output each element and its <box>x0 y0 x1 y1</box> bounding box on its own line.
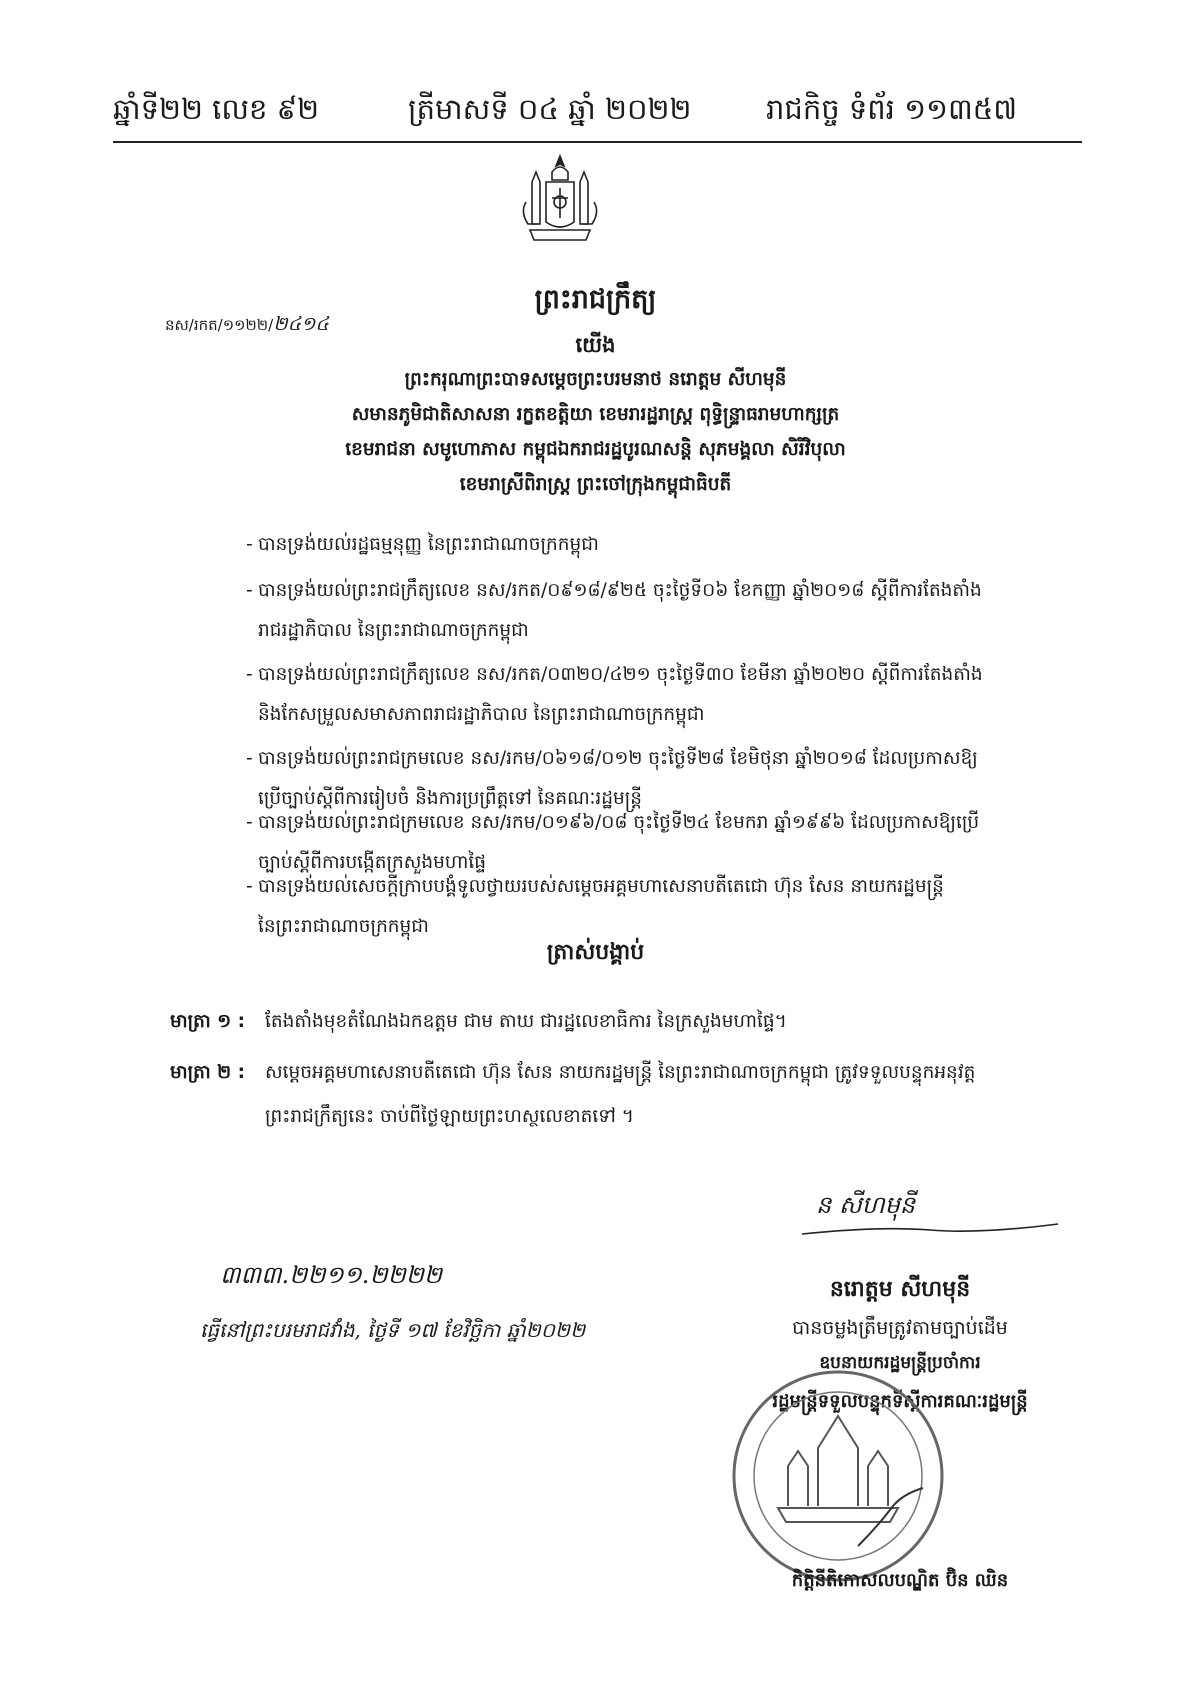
gazette-quarter: ត្រីមាសទី ០៤ ឆ្នាំ ២០២២ <box>408 92 692 126</box>
consideration-item: - បានទ្រង់យល់ព្រះរាជក្រឹត្យលេខ នស/រកត/០៩១៨/៩២៥ ចុះថ្ងៃទី០៦ ខែកញ្ញា ឆ្នាំ២០១៨ ស្តីពីការតែងតាំង រាជរដ្ឋាភិបាល នៃព្រះរាជាណាចក្រកម្ពុជា <box>258 571 1082 651</box>
article-text: តែងតាំងមុខតំណែងឯកឧត្តម ជាម តាឃ ជារដ្ឋលេខាធិការ នៃក្រសួងមហាផ្ទៃ។ <box>265 1011 787 1032</box>
consideration-item: - បានទ្រង់យល់ព្រះរាជក្រឹត្យលេខ នស/រកត/០៣២០/៤២១ ចុះថ្ងៃទី៣០ ខែមីនា ឆ្នាំ២០២០ ស្តីពីការតែងតាំង និងកែសម្រួលសមាសភាពរាជរដ្ឋាភិបាល នៃព្រះរាជាណាចក្រកម្ពុជា <box>258 655 1082 735</box>
article-label: មាត្រា ២ : <box>170 1062 246 1083</box>
consideration-line: បានទ្រង់យល់ព្រះរាជក្រឹត្យលេខ នស/រកត/០៣២០/៤២១ ចុះថ្ងៃទី៣០ ខែមីនា ឆ្នាំ២០២០ ស្តីពីការតែងតាំង <box>258 664 983 685</box>
article-2 <box>170 1053 1082 1093</box>
consideration-item: - បានទ្រង់យល់ព្រះរាជក្រមលេខ នស/រកម/០៦១៨/០១២ ចុះថ្ងៃទី២៨ ខែមិថុនា ឆ្នាំ២០១៨ ដែលប្រកាសឱ្យ ប្រើច្បាប់ស្តីពីការរៀបចំ និងការប្រព្រឹត្តទៅ នៃគណៈរដ្ឋមន្ត្រី <box>258 739 1082 819</box>
consideration-line: បានទ្រង់យល់រដ្ឋធម្មនុញ្ញ នៃព្រះរាជាណាចក្រកម្ពុជា <box>258 534 599 555</box>
royal-coat-of-arms-icon <box>512 152 608 248</box>
consideration-line: បានទ្រង់យល់សេចក្តីក្រាបបង្គំទូលថ្វាយរបស់សម្តេចអគ្គមហាសេនាបតីតេជោ ហ៊ុន សែន នាយករដ្ឋមន្ត្រី <box>258 876 944 897</box>
signature-stroke <box>800 1220 1060 1240</box>
consideration-line: នៃព្រះរាជាណាចក្រកម្ពុជា <box>258 916 429 937</box>
signer-official-name: កិត្តិនីតិកោសលបណ្ឌិត ប៊ិន ឈិន <box>791 1570 1009 1591</box>
consideration-line: បានទ្រង់យល់ព្រះរាជក្រមលេខ នស/រកម/០៦១៨/០១២ ចុះថ្ងៃទី២៨ ខែមិថុនា ឆ្នាំ២០១៨ ដែលប្រកាសឱ្យ <box>258 748 978 769</box>
gazette-year-issue: ឆ្នាំទី២២ លេខ ៩២ <box>113 92 320 126</box>
royal-title-line: ព្រះករុណាព្រះបាទសម្តេចព្រះបរមនាថ នរោត្តម សីហមុនី <box>404 369 787 390</box>
reference-prefix: នស/រកត/១១២២/ <box>165 316 274 334</box>
consideration-line: និងកែសម្រួលសមាសភាពរាជរដ្ឋាភិបាល នៃព្រះរាជាណាចក្រកម្ពុជា <box>258 704 705 725</box>
reference-number: ២៤១៤ <box>273 313 329 335</box>
header-rule <box>113 141 1082 143</box>
royal-signature: ន សីហមុនី <box>816 1191 916 1219</box>
place-date: ធ្វើនៅព្រះបរមរាជវាំង, ថ្ងៃទី ១៧ ខែវិច្ឆិកា ឆ្នាំ២០២២ <box>200 1318 586 1342</box>
article-text: ព្រះរាជក្រឹត្យនេះ ចាប់ពីថ្ងៃឡាយព្រះហស្ថលេខាតទៅ ។ <box>265 1106 634 1127</box>
consideration-item: - បានទ្រង់យល់រដ្ឋធម្មនុញ្ញ នៃព្រះរាជាណាចក្រកម្ពុជា <box>258 525 1082 565</box>
consideration-line: បានទ្រង់យល់ព្រះរាជក្រមលេខ នស/រកម/០១៩៦/០៨ ចុះថ្ងៃទី២៤ ខែមករា ឆ្នាំ១៩៩៦ ដែលប្រកាសឱ្យប្រើ <box>258 812 980 833</box>
royal-title-line: ខេមរាស្រីពិរាស្ត្រ ព្រះចៅក្រុងកម្ពុជាធិបតី <box>459 474 732 495</box>
consideration-line: ច្បាប់ស្តីពីការបង្កើតក្រសួងមហាផ្ទៃ <box>258 852 486 873</box>
gazette-page: រាជកិច្ច ទំព័រ ១១៣៥៧ <box>766 92 1018 126</box>
consideration-item: - បានទ្រង់យល់ព្រះរាជក្រមលេខ នស/រកម/០១៩៦/០៨ ចុះថ្ងៃទី២៤ ខែមករា ឆ្នាំ១៩៩៦ ដែលប្រកាសឱ្យប្រើ ច្បាប់ស្តីពីការបង្កើតក្រសួងមហាផ្ទៃ <box>258 803 1082 883</box>
we-heading: យើង <box>575 333 616 357</box>
article-label: មាត្រា ១ : <box>170 1011 246 1032</box>
consideration-item: - បានទ្រង់យល់សេចក្តីក្រាបបង្គំទូលថ្វាយរបស់សម្តេចអគ្គមហាសេនាបតីតេជោ ហ៊ុន សែន នាយករដ្ឋមន្ត្រី នៃព្រះរាជាណាចក្រកម្ពុជា <box>258 867 1082 947</box>
consideration-line: រាជរដ្ឋាភិបាល នៃព្រះរាជាណាចក្រកម្ពុជា <box>258 620 529 641</box>
official-seal-icon <box>718 1356 958 1596</box>
signer-position: ឧបនាយករដ្ឋមន្ត្រីប្រចាំការ <box>819 1353 981 1373</box>
article-1 <box>170 1002 1082 1042</box>
consideration-line: ប្រើច្បាប់ស្តីពីការរៀបចំ និងការប្រព្រឹត្តទៅ នៃគណៈរដ្ឋមន្ត្រី <box>258 788 642 809</box>
royal-title-line: ខេមរាជនា សមូហោភាស កម្ពុជឯករាជរដ្ឋបូរណសន្តិ សុភមង្គលា សិរីវិបុលា <box>345 439 846 460</box>
article-2-continuation <box>265 1097 1177 1137</box>
signer-ministry: រដ្ឋមន្ត្រីទទួលបន្ទុកទីស្តីការគណៈរដ្ឋមន្ត្រី <box>772 1391 1028 1412</box>
handwritten-date: ៣៣៣.២២១១.២២២២ <box>220 1261 443 1289</box>
royal-title-line: សមានភូមិជាតិសាសនា រក្ខតខត្តិយា ខេមរារដ្ឋរាស្ត្រ ពុទ្ធិន្ទ្រាធរាមហាក្សត្រ <box>351 404 840 425</box>
signer-certification: បានចម្លងត្រឹមត្រូវតាមច្បាប់ដើម <box>792 1317 1008 1339</box>
signer-name: នរោត្តម សីហមុនី <box>829 1277 971 1302</box>
article-text: សម្តេចអគ្គមហាសេនាបតីតេជោ ហ៊ុន សែន នាយករដ្ឋមន្ត្រី នៃព្រះរាជាណាចក្រកម្ពុជា ត្រូវទទួលបន្ទុកអនុវត្ត <box>265 1062 976 1083</box>
document-title: ព្រះរាជក្រឹត្យ <box>534 284 657 315</box>
consideration-line: បានទ្រង់យល់ព្រះរាជក្រឹត្យលេខ នស/រកត/០៩១៨/៩២៥ ចុះថ្ងៃទី០៦ ខែកញ្ញា ឆ្នាំ២០១៨ ស្តីពីការតែងតាំង <box>258 580 982 601</box>
decree-heading: ត្រាស់បង្គាប់ <box>546 940 645 965</box>
